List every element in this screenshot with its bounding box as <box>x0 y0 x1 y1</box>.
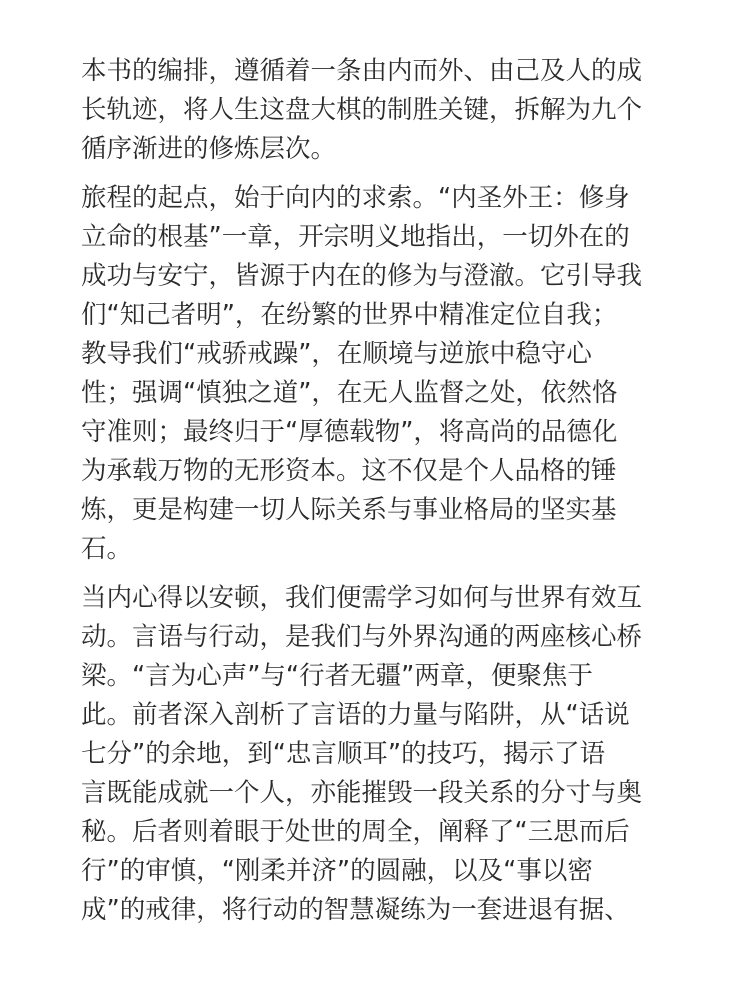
paragraph-inner-cultivation <box>81 179 671 569</box>
paragraph-structure <box>81 52 671 169</box>
text-line: 教导我们“戒骄戒躁”，在顺境与逆旅中稳守心 <box>81 339 592 369</box>
text-line: 立命的根基”一章，开宗明义地指出，一切外在的 <box>81 222 630 252</box>
text-line: 长轨迹，将人生这盘大棋的制胜关键，拆解为九个 <box>81 95 643 125</box>
text-line: 炼，更是构建一切人际关系与事业格局的坚实基 <box>81 495 617 525</box>
text-line: 七分”的余地，到“忠言顺耳”的技巧，揭示了语 <box>81 739 606 769</box>
text-line: 梁。“言为心声”与“行者无疆”两章，便聚焦于 <box>81 661 593 691</box>
document-body <box>81 52 671 940</box>
text-line: 言既能成就一个人，亦能摧毁一段关系的分寸与奥 <box>81 778 643 808</box>
text-line: 行”的审慎，“刚柔并济”的圆融，以及“事以密 <box>81 856 593 886</box>
text-line: 性；强调“慎独之道”，在无人监督之处，依然恪 <box>81 378 618 408</box>
text-line: 循序渐进的修炼层次。 <box>81 134 337 164</box>
paragraph-words-and-actions <box>81 579 671 930</box>
text-line: 石。 <box>81 534 133 564</box>
text-line: 守准则；最终归于“厚德载物”，将高尚的品德化 <box>81 417 618 447</box>
text-line: 此。前者深入剖析了言语的力量与陷阱，从“话说 <box>81 700 630 730</box>
text-line: 动。言语与行动，是我们与外界沟通的两座核心桥 <box>81 622 643 652</box>
text-line: 为承载万物的无形资本。这不仅是个人品格的锤 <box>81 456 617 486</box>
text-line: 成功与安宁，皆源于内在的修为与澄澈。它引导我 <box>81 261 643 291</box>
text-line: 们“知己者明”，在纷繁的世界中精准定位自我； <box>81 300 618 330</box>
text-line: 成”的戒律，将行动的智慧凝练为一套进退有据、 <box>81 895 630 925</box>
text-line: 本书的编排，遵循着一条由内而外、由己及人的成 <box>81 56 643 86</box>
text-line: 当内心得以安顿，我们便需学习如何与世界有效互 <box>81 583 643 613</box>
text-line: 秘。后者则着眼于处世的周全，阐释了“三思而后 <box>81 817 630 847</box>
text-line: 旅程的起点，始于向内的求索。“内圣外王：修身 <box>81 183 630 213</box>
